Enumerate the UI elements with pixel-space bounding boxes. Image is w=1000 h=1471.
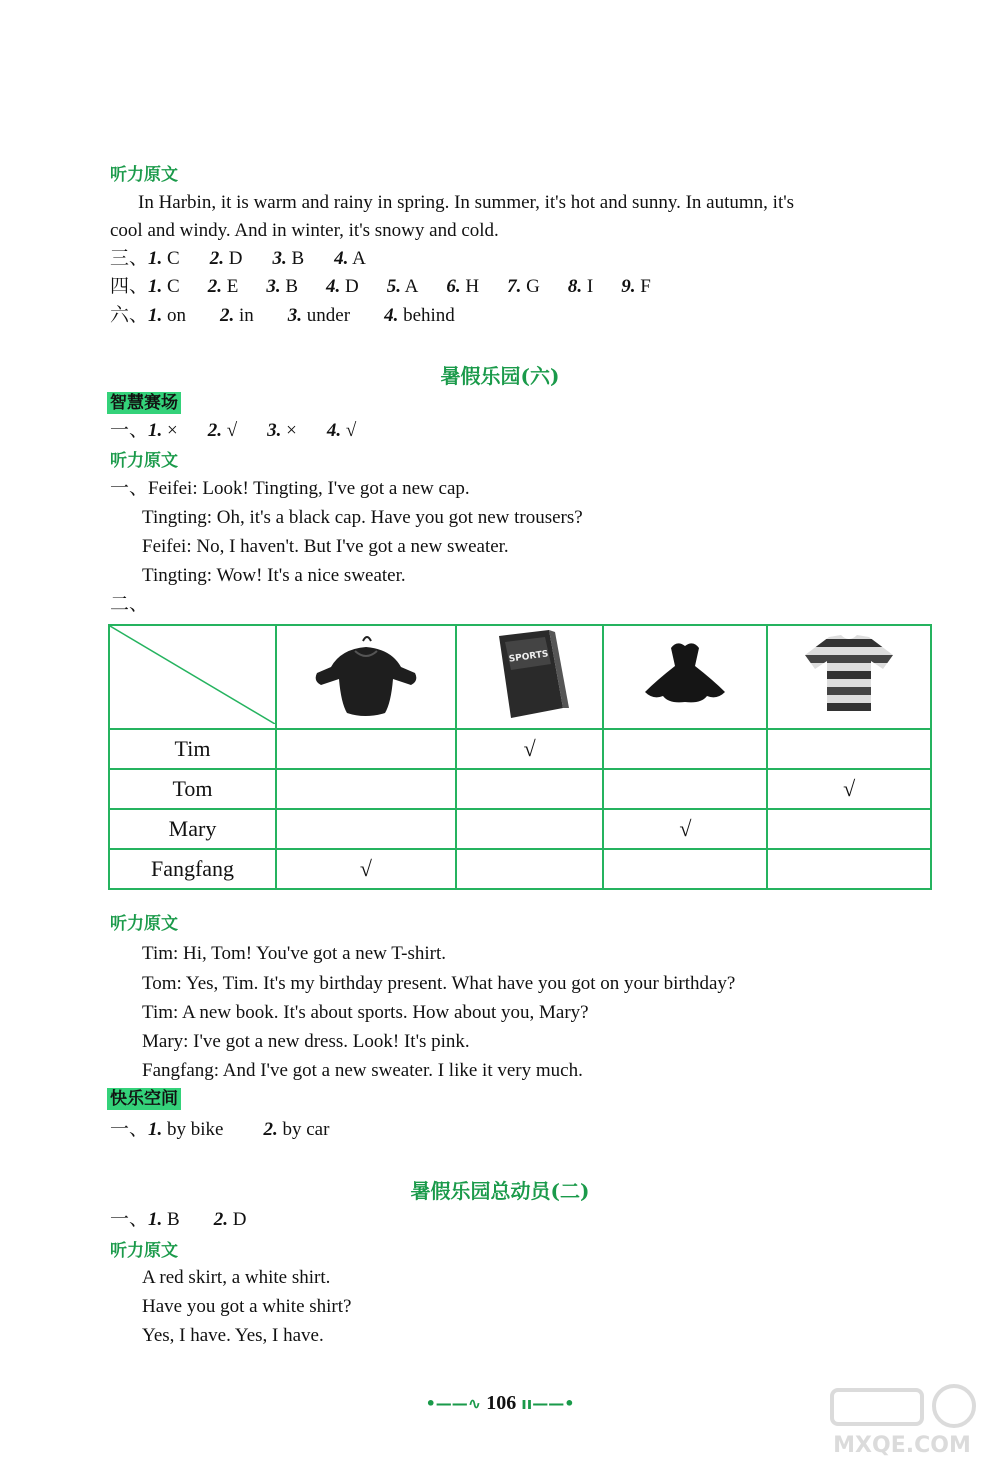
kuaile-label: 快乐空间 [107,1088,181,1110]
dialog-line: 一、Feifei: Look! Tingting, I've got a new cap. [110,478,470,499]
answer-number: 4. [326,420,342,441]
answer-number: 1. [148,1119,163,1140]
check-cell [603,729,767,769]
check-cell [456,769,604,809]
paragraph-line-1: In Harbin, it is warm and rainy in spring. In summer, it's hot and sunny. In autumn, it's [138,192,795,213]
check-cell: √ [456,729,604,769]
section-title-summer-total-2: 暑假乐园总动员(二) [410,1179,590,1203]
answers-part-1 [110,417,356,445]
answer-item [148,1206,180,1234]
table-row [109,769,931,809]
answer-item [148,1116,223,1144]
book-sports-text: SPORTS [507,649,549,665]
answer-value: in [234,305,254,326]
dialog-line: Feifei: No, I haven't. But I've got a new sweater. [142,536,509,557]
answer-item [208,273,239,301]
answer-value: by bike [162,1119,224,1140]
answer-value: D [340,276,359,297]
striped-tshirt-icon [799,629,899,719]
answer-number: 1. [148,276,163,297]
answers-part-4 [110,273,651,301]
table-row [109,729,931,769]
answer-number: 3. [272,248,287,269]
answer-number: 1. [148,248,163,269]
answer-number: 5. [386,276,401,297]
answer-value: √ [221,420,238,441]
answer-value: on [162,305,187,326]
answer-number: 8. [567,276,583,297]
header-cell-book [456,625,604,729]
dialog-line: Tim: A new book. It's about sports. How about you, Mary? [142,1002,589,1023]
listening-script-label: 听力原文 [110,1241,178,1261]
answer-item [326,273,359,301]
dialog-line: Mary: I've got a new dress. Look! It's pink. [142,1031,470,1052]
footer-left-ornament-icon: •——∿ [425,1394,482,1413]
answer-item [327,417,356,445]
answer-item [267,417,297,445]
check-cell [276,729,456,769]
answers-part-6 [110,302,455,330]
watermark-icon [822,1380,982,1460]
answer-value: behind [398,305,455,326]
answer-value: G [521,276,540,297]
answer-item [384,302,455,330]
answer-prefix: 一、 [110,420,149,441]
answer-value: H [460,276,480,297]
check-cell [767,729,931,769]
check-cell: √ [603,809,767,849]
check-cell [603,769,767,809]
header-cell-tshirt [767,625,931,729]
answers-total-part-1 [110,1206,246,1234]
answer-number: 2. [207,276,222,297]
watermark-logo [822,1380,982,1465]
answer-item [568,273,593,301]
answer-value: A [348,248,366,269]
row-name: Mary [109,809,276,849]
answer-value: B [280,276,298,297]
answer-value: F [635,276,651,297]
clothing-table [108,624,932,890]
answer-value: D [223,248,243,269]
answer-item [148,245,180,273]
dialog-line: Tingting: Oh, it's a black cap. Have you got new trousers? [142,507,583,528]
answer-item [507,273,540,301]
table-row [109,849,931,889]
check-cell: √ [767,769,931,809]
dialog-line: Tom: Yes, Tim. It's my birthday present. What have you got on your birthday? [142,973,736,994]
answer-item [208,417,237,445]
answer-number: 2. [213,1209,228,1230]
dialog-line: Tim: Hi, Tom! You've got a new T-shirt. [142,943,447,964]
answer-number: 2. [220,305,235,326]
answer-item [621,273,651,301]
answer-value: D [227,1209,247,1230]
check-cell [456,849,604,889]
answer-item [148,273,180,301]
answers-kuaile [110,1116,329,1144]
answer-number: 4. [334,248,349,269]
answer-item [266,273,298,301]
check-cell [456,809,604,849]
answer-number: 3. [287,305,303,326]
answer-number: 9. [621,276,636,297]
check-cell [276,769,456,809]
check-cell [276,809,456,849]
answer-value: √ [341,420,357,441]
answer-item [387,273,419,301]
answer-item [334,245,366,273]
dialog-line: Tingting: Wow! It's a nice sweater. [142,565,406,586]
header-cell-dress [603,625,767,729]
answer-prefix: 三、 [110,248,149,269]
answer-number: 4. [326,276,341,297]
answers-part-3 [110,245,366,273]
header-cell-sweater [276,625,456,729]
dress-icon [635,634,735,714]
table-row [109,809,931,849]
diagonal-line [110,626,275,724]
dialog-line: Fangfang: And I've got a new sweater. I like it very much. [142,1060,583,1081]
part-2-label: 二、 [110,594,149,615]
answer-prefix: 六、 [110,305,149,326]
answer-item [288,302,350,330]
answer-value: C [162,248,180,269]
page-number: 106 [486,1392,517,1414]
check-cell [603,849,767,889]
row-name: Fangfang [109,849,276,889]
diagonal-header-cell [109,625,276,729]
answer-item [148,417,178,445]
watermark-text: MXQE.COM [833,1433,971,1458]
answer-value: × [281,420,297,441]
answer-number: 3. [267,420,282,441]
paragraph-line-2: cool and windy. And in winter, it's snowy and cold. [110,220,499,241]
answer-number: 1. [148,420,163,441]
answer-value: I [582,276,594,297]
answer-number: 1. [148,1209,163,1230]
sports-book-icon [485,626,575,722]
answer-item [263,1116,329,1144]
answer-number: 1. [148,305,163,326]
answer-value: by car [277,1119,330,1140]
answer-value: B [286,248,305,269]
row-name: Tom [109,769,276,809]
answer-number: 7. [507,276,522,297]
answer-value: under [302,305,351,326]
answer-item [214,1206,247,1234]
footer-right-ornament-icon: ıı——• [521,1394,575,1413]
script-line: Have you got a white shirt? [142,1296,352,1317]
answer-prefix: 一、 [110,1119,149,1140]
answer-value: × [162,420,178,441]
answer-item [220,302,254,330]
check-cell [767,809,931,849]
row-name: Tim [109,729,276,769]
answer-value: B [162,1209,180,1230]
check-cell: √ [276,849,456,889]
answer-number: 2. [207,420,222,441]
answer-value: E [221,276,239,297]
answer-item [272,245,304,273]
section-title-summer-6: 暑假乐园(六) [440,364,560,388]
answer-number: 4. [384,305,399,326]
answer-prefix: 一、 [110,1209,149,1230]
answer-prefix: 四、 [110,276,149,297]
listening-script-label: 听力原文 [110,914,178,934]
answer-number: 6. [446,276,461,297]
listening-script-label: 听力原文 [110,165,178,185]
listening-script-label: 听力原文 [110,451,178,471]
answer-number: 2. [209,248,224,269]
sweater-icon [311,629,421,719]
answer-value: C [162,276,180,297]
script-line: Yes, I have. Yes, I have. [142,1325,324,1346]
answer-item [446,273,479,301]
check-cell [767,849,931,889]
answer-number: 2. [263,1119,278,1140]
zhihui-label: 智慧赛场 [107,392,181,414]
answer-number: 3. [266,276,281,297]
answer-value: A [400,276,419,297]
answer-item [210,245,243,273]
answer-item [148,302,186,330]
script-line: A red skirt, a white shirt. [142,1267,331,1288]
